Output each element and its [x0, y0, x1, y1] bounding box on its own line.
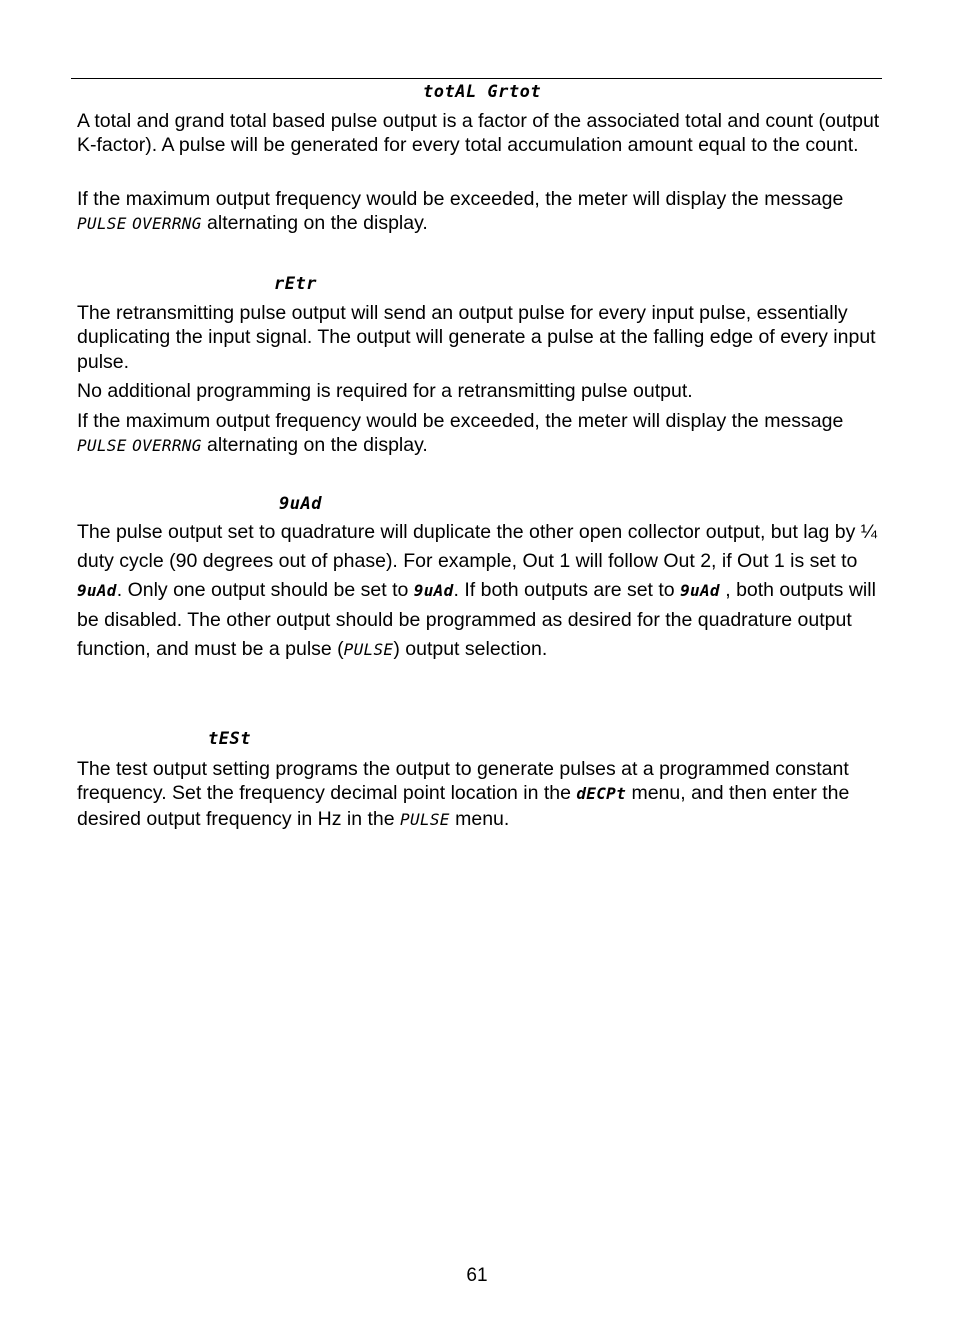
display-code: 9uAd — [413, 581, 454, 601]
display-code: PULSE — [343, 639, 394, 659]
paragraph: If the maximum output frequency would be exceeded, the meter will display the message PULSE OVERRNG alternating on the display. — [77, 410, 844, 457]
section-heading-quad: 9uAd — [279, 494, 322, 514]
header-rule — [71, 78, 882, 79]
section-heading-retr: rEtr — [274, 274, 317, 294]
display-code: 9uAd — [77, 581, 117, 601]
display-code: PULSE — [77, 214, 127, 234]
section-heading-total-grtot: totAL Grtot — [423, 82, 542, 102]
page-number: 61 — [466, 1265, 488, 1286]
display-code: OVERRNG — [132, 214, 202, 234]
section-heading-test: tESt — [208, 729, 251, 749]
paragraph: A total and grand total based pulse output is a factor of the associated total and count (output K-factor). A pulse will be generated for every total accumulation amount equal to the count. — [77, 110, 880, 157]
display-code: dECPt — [576, 784, 627, 804]
paragraph: The test output setting programs the output to generate pulses at a programmed constant frequency. Set the frequency decimal point location in the dECPt menu, and then enter the desired output frequency in Hz in the PULSE menu. — [77, 758, 850, 830]
display-code: PULSE — [400, 809, 450, 829]
paragraph: The retransmitting pulse output will send an output pulse for every input pulse, essentially duplicating the input signal. The output will generate a pulse at the falling edge of every input pulse. — [77, 302, 876, 373]
paragraph: No additional programming is required for a retransmitting pulse output. — [77, 380, 693, 402]
paragraph: If the maximum output frequency would be exceeded, the meter will display the message PULSE OVERRNG alternating on the display. — [77, 188, 844, 235]
display-code: 9uAd — [680, 581, 720, 601]
paragraph: The pulse output set to quadrature will duplicate the other open collector output, but lag by ¼ duty cycle (90 degrees out of phase). For example, Out 1 will follow Out 2, if Out 1 is set to 9uAd. Only one output should be set to 9uAd. If both outputs are set to 9uAd , both outputs will be disabled. The other output should be programmed as desired for the quadrature output function, and must be a pulse (PULSE) output selection. — [77, 521, 878, 660]
display-code: PULSE — [77, 436, 127, 456]
display-code: OVERRNG — [132, 436, 202, 456]
